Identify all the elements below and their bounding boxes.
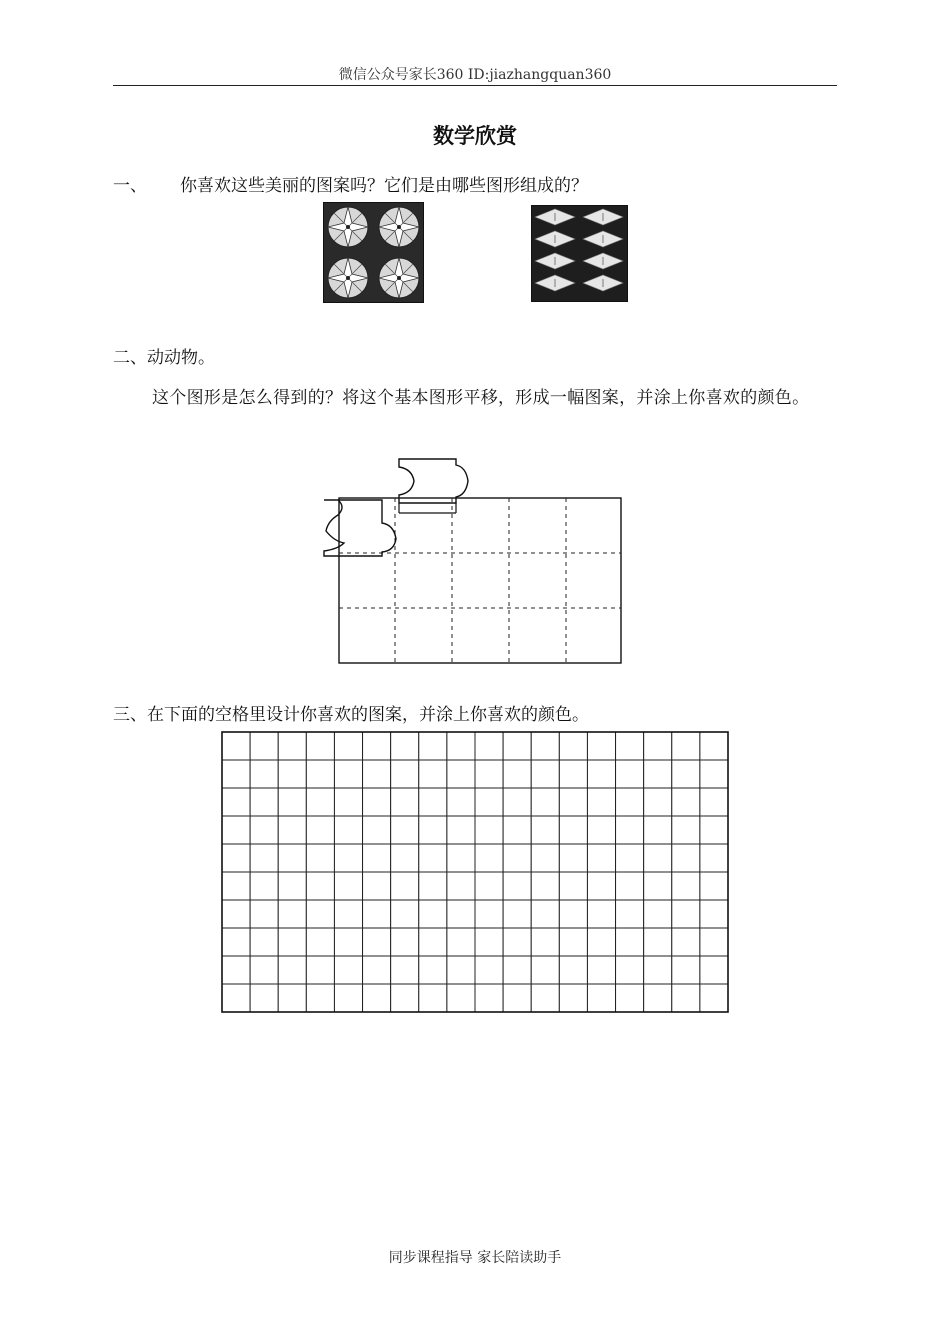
grid-cell[interactable] bbox=[250, 928, 278, 956]
grid-cell[interactable] bbox=[503, 788, 531, 816]
grid-cell[interactable] bbox=[278, 956, 306, 984]
grid-cell[interactable] bbox=[447, 900, 475, 928]
grid-cell[interactable] bbox=[419, 788, 447, 816]
grid-cell[interactable] bbox=[700, 732, 728, 760]
question-2-body: 这个图形是怎么得到的？将这个基本图形平移，形成一幅图案，并涂上你喜欢的颜色。 bbox=[152, 388, 810, 408]
question-2-heading: 二、动动物。 bbox=[113, 348, 215, 368]
grid-cell[interactable] bbox=[644, 732, 672, 760]
grid-cell[interactable] bbox=[559, 760, 587, 788]
grid-cell[interactable] bbox=[700, 984, 728, 1012]
design-grid[interactable] bbox=[221, 731, 729, 1013]
grid-cell[interactable] bbox=[306, 956, 334, 984]
grid-cell[interactable] bbox=[306, 788, 334, 816]
grid-cell[interactable] bbox=[419, 872, 447, 900]
grid-cell[interactable] bbox=[250, 984, 278, 1012]
grid-cell[interactable] bbox=[559, 956, 587, 984]
grid-cell[interactable] bbox=[363, 900, 391, 928]
grid-cell[interactable] bbox=[363, 928, 391, 956]
grid-cell[interactable] bbox=[587, 956, 615, 984]
grid-cell[interactable] bbox=[503, 732, 531, 760]
grid-cell[interactable] bbox=[616, 844, 644, 872]
grid-cell[interactable] bbox=[222, 844, 250, 872]
grid-cell[interactable] bbox=[222, 760, 250, 788]
grid-cell[interactable] bbox=[672, 732, 700, 760]
grid-cell[interactable] bbox=[503, 928, 531, 956]
grid-cell[interactable] bbox=[391, 872, 419, 900]
grid-cell[interactable] bbox=[306, 760, 334, 788]
question-1-number: 一、 bbox=[113, 176, 147, 196]
grid-cell[interactable] bbox=[531, 928, 559, 956]
grid-cell[interactable] bbox=[391, 984, 419, 1012]
grid-cell[interactable] bbox=[475, 760, 503, 788]
grid-cell[interactable] bbox=[672, 844, 700, 872]
grid-cell[interactable] bbox=[531, 732, 559, 760]
grid-cell[interactable] bbox=[587, 872, 615, 900]
grid-cell[interactable] bbox=[278, 900, 306, 928]
grid-cell[interactable] bbox=[587, 900, 615, 928]
grid-cell[interactable] bbox=[222, 732, 250, 760]
grid-cell[interactable] bbox=[278, 788, 306, 816]
grid-cell[interactable] bbox=[616, 872, 644, 900]
grid-cell[interactable] bbox=[700, 816, 728, 844]
grid-cell[interactable] bbox=[700, 872, 728, 900]
grid-cell[interactable] bbox=[644, 956, 672, 984]
grid-cell[interactable] bbox=[306, 816, 334, 844]
grid-cell[interactable] bbox=[531, 816, 559, 844]
grid-cell[interactable] bbox=[447, 760, 475, 788]
grid-cell[interactable] bbox=[278, 984, 306, 1012]
grid-cell[interactable] bbox=[531, 788, 559, 816]
question-1-text: 你喜欢这些美丽的图案吗？它们是由哪些图形组成的？ bbox=[180, 176, 588, 196]
grid-cell[interactable] bbox=[503, 760, 531, 788]
grid-cell[interactable] bbox=[616, 816, 644, 844]
grid-cell[interactable] bbox=[475, 900, 503, 928]
grid-cell[interactable] bbox=[250, 844, 278, 872]
grid-cell[interactable] bbox=[700, 844, 728, 872]
grid-cell[interactable] bbox=[447, 732, 475, 760]
grid-cell[interactable] bbox=[391, 900, 419, 928]
grid-cell[interactable] bbox=[222, 956, 250, 984]
grid-cell[interactable] bbox=[559, 900, 587, 928]
grid-cell[interactable] bbox=[503, 956, 531, 984]
grid-cell[interactable] bbox=[559, 872, 587, 900]
grid-cell[interactable] bbox=[587, 732, 615, 760]
grid-cell[interactable] bbox=[334, 984, 362, 1012]
grid-cell[interactable] bbox=[503, 816, 531, 844]
grid-cell[interactable] bbox=[419, 844, 447, 872]
grid-cell[interactable] bbox=[363, 844, 391, 872]
grid-cell[interactable] bbox=[559, 816, 587, 844]
grid-cell[interactable] bbox=[250, 760, 278, 788]
grid-cell[interactable] bbox=[475, 984, 503, 1012]
grid-cell[interactable] bbox=[447, 872, 475, 900]
grid-cell[interactable] bbox=[447, 956, 475, 984]
page-title: 数学欣赏 bbox=[433, 123, 517, 148]
grid-cell[interactable] bbox=[672, 984, 700, 1012]
grid-cell[interactable] bbox=[587, 844, 615, 872]
grid-cell[interactable] bbox=[531, 956, 559, 984]
grid-cell[interactable] bbox=[334, 872, 362, 900]
grid-cell[interactable] bbox=[475, 956, 503, 984]
grid-cell[interactable] bbox=[447, 788, 475, 816]
grid-cell[interactable] bbox=[250, 816, 278, 844]
grid-cell[interactable] bbox=[447, 844, 475, 872]
grid-cell[interactable] bbox=[559, 732, 587, 760]
pattern-image-petals bbox=[323, 202, 424, 303]
grid-cell[interactable] bbox=[587, 760, 615, 788]
grid-cell[interactable] bbox=[559, 984, 587, 1012]
grid-cell[interactable] bbox=[222, 984, 250, 1012]
grid-cell[interactable] bbox=[363, 872, 391, 900]
grid-cell[interactable] bbox=[475, 928, 503, 956]
grid-cell[interactable] bbox=[334, 816, 362, 844]
grid-cell[interactable] bbox=[391, 956, 419, 984]
grid-cell[interactable] bbox=[363, 816, 391, 844]
grid-cell[interactable] bbox=[363, 760, 391, 788]
grid-cell[interactable] bbox=[250, 900, 278, 928]
grid-cell[interactable] bbox=[616, 928, 644, 956]
grid-cell[interactable] bbox=[644, 788, 672, 816]
grid-cell[interactable] bbox=[587, 816, 615, 844]
question-3-text: 三、在下面的空格里设计你喜欢的图案，并涂上你喜欢的颜色。 bbox=[113, 705, 589, 725]
grid-cell[interactable] bbox=[616, 732, 644, 760]
grid-cell[interactable] bbox=[672, 956, 700, 984]
grid-cell[interactable] bbox=[278, 732, 306, 760]
grid-cell[interactable] bbox=[363, 984, 391, 1012]
grid-cell[interactable] bbox=[700, 956, 728, 984]
grid-cell[interactable] bbox=[700, 928, 728, 956]
grid-cell[interactable] bbox=[391, 928, 419, 956]
grid-cell[interactable] bbox=[250, 872, 278, 900]
grid-cell[interactable] bbox=[644, 984, 672, 1012]
grid-cell[interactable] bbox=[222, 872, 250, 900]
grid-cell[interactable] bbox=[391, 788, 419, 816]
grid-cell[interactable] bbox=[278, 760, 306, 788]
grid-cell[interactable] bbox=[503, 900, 531, 928]
grid-cell[interactable] bbox=[250, 956, 278, 984]
grid-cell[interactable] bbox=[250, 732, 278, 760]
grid-cell[interactable] bbox=[222, 928, 250, 956]
grid-cell[interactable] bbox=[503, 844, 531, 872]
basic-shape-left bbox=[324, 500, 396, 556]
grid-cell[interactable] bbox=[475, 788, 503, 816]
grid-cell[interactable] bbox=[672, 928, 700, 956]
grid-cell[interactable] bbox=[531, 872, 559, 900]
grid-cell[interactable] bbox=[475, 732, 503, 760]
grid-cell[interactable] bbox=[391, 732, 419, 760]
grid-cell[interactable] bbox=[616, 956, 644, 984]
grid-cell[interactable] bbox=[419, 732, 447, 760]
grid-cell[interactable] bbox=[672, 788, 700, 816]
grid-cell[interactable] bbox=[672, 900, 700, 928]
header-rule bbox=[113, 85, 837, 86]
grid-cell[interactable] bbox=[531, 984, 559, 1012]
grid-cell[interactable] bbox=[616, 788, 644, 816]
grid-cell[interactable] bbox=[278, 928, 306, 956]
grid-cell[interactable] bbox=[616, 760, 644, 788]
grid-cell[interactable] bbox=[419, 984, 447, 1012]
grid-cell[interactable] bbox=[334, 732, 362, 760]
grid-cell[interactable] bbox=[250, 788, 278, 816]
grid-cell[interactable] bbox=[391, 816, 419, 844]
grid-cell[interactable] bbox=[672, 760, 700, 788]
grid-cell[interactable] bbox=[419, 928, 447, 956]
grid-cell[interactable] bbox=[306, 732, 334, 760]
grid-cell[interactable] bbox=[672, 816, 700, 844]
grid-cell[interactable] bbox=[644, 816, 672, 844]
grid-cell[interactable] bbox=[644, 760, 672, 788]
translation-diagram bbox=[320, 455, 630, 670]
grid-cell[interactable] bbox=[363, 732, 391, 760]
grid-cell[interactable] bbox=[419, 900, 447, 928]
grid-cell[interactable] bbox=[391, 760, 419, 788]
grid-cell[interactable] bbox=[306, 844, 334, 872]
grid-cell[interactable] bbox=[334, 788, 362, 816]
grid-cell[interactable] bbox=[363, 956, 391, 984]
grid-cell[interactable] bbox=[531, 900, 559, 928]
grid-cell[interactable] bbox=[222, 900, 250, 928]
grid-cell[interactable] bbox=[419, 760, 447, 788]
grid-cell[interactable] bbox=[700, 760, 728, 788]
grid-cell[interactable] bbox=[559, 928, 587, 956]
grid-cell[interactable] bbox=[278, 844, 306, 872]
grid-cell[interactable] bbox=[334, 928, 362, 956]
grid-cell[interactable] bbox=[334, 844, 362, 872]
grid-cell[interactable] bbox=[700, 788, 728, 816]
grid-cell[interactable] bbox=[644, 900, 672, 928]
grid-cell[interactable] bbox=[587, 928, 615, 956]
grid-cell[interactable] bbox=[644, 872, 672, 900]
grid-cell[interactable] bbox=[447, 928, 475, 956]
grid-cell[interactable] bbox=[334, 900, 362, 928]
grid-cell[interactable] bbox=[672, 872, 700, 900]
grid-cell[interactable] bbox=[475, 816, 503, 844]
grid-cell[interactable] bbox=[419, 816, 447, 844]
grid-cell[interactable] bbox=[587, 984, 615, 1012]
pattern-image-diamonds bbox=[531, 205, 628, 302]
grid-cell[interactable] bbox=[559, 844, 587, 872]
page-header: 微信公众号家长360 ID:jiazhangquan360 bbox=[338, 67, 612, 83]
grid-cell[interactable] bbox=[334, 956, 362, 984]
basic-shape-top bbox=[399, 459, 468, 503]
grid-cell[interactable] bbox=[278, 816, 306, 844]
grid-cell[interactable] bbox=[363, 788, 391, 816]
grid-cell[interactable] bbox=[447, 984, 475, 1012]
grid-cell[interactable] bbox=[559, 788, 587, 816]
grid-cell[interactable] bbox=[334, 760, 362, 788]
grid-cell[interactable] bbox=[447, 816, 475, 844]
grid-cell[interactable] bbox=[278, 872, 306, 900]
grid-cell[interactable] bbox=[306, 928, 334, 956]
grid-cell[interactable] bbox=[475, 844, 503, 872]
grid-cell[interactable] bbox=[306, 872, 334, 900]
grid-cell[interactable] bbox=[644, 844, 672, 872]
grid-cell[interactable] bbox=[222, 788, 250, 816]
grid-cell[interactable] bbox=[306, 984, 334, 1012]
grid-cell[interactable] bbox=[391, 844, 419, 872]
grid-cell[interactable] bbox=[587, 788, 615, 816]
grid-cell[interactable] bbox=[616, 984, 644, 1012]
grid-cell[interactable] bbox=[616, 900, 644, 928]
grid-cell[interactable] bbox=[222, 816, 250, 844]
grid-cell[interactable] bbox=[503, 872, 531, 900]
grid-cell[interactable] bbox=[531, 760, 559, 788]
grid-cell[interactable] bbox=[503, 984, 531, 1012]
grid-cell[interactable] bbox=[531, 844, 559, 872]
page-footer: 同步课程指导 家长陪读助手 bbox=[388, 1250, 562, 1266]
grid-cell[interactable] bbox=[306, 900, 334, 928]
grid-cell[interactable] bbox=[419, 956, 447, 984]
grid-cell[interactable] bbox=[700, 900, 728, 928]
grid-cell[interactable] bbox=[644, 928, 672, 956]
grid-cell[interactable] bbox=[475, 872, 503, 900]
